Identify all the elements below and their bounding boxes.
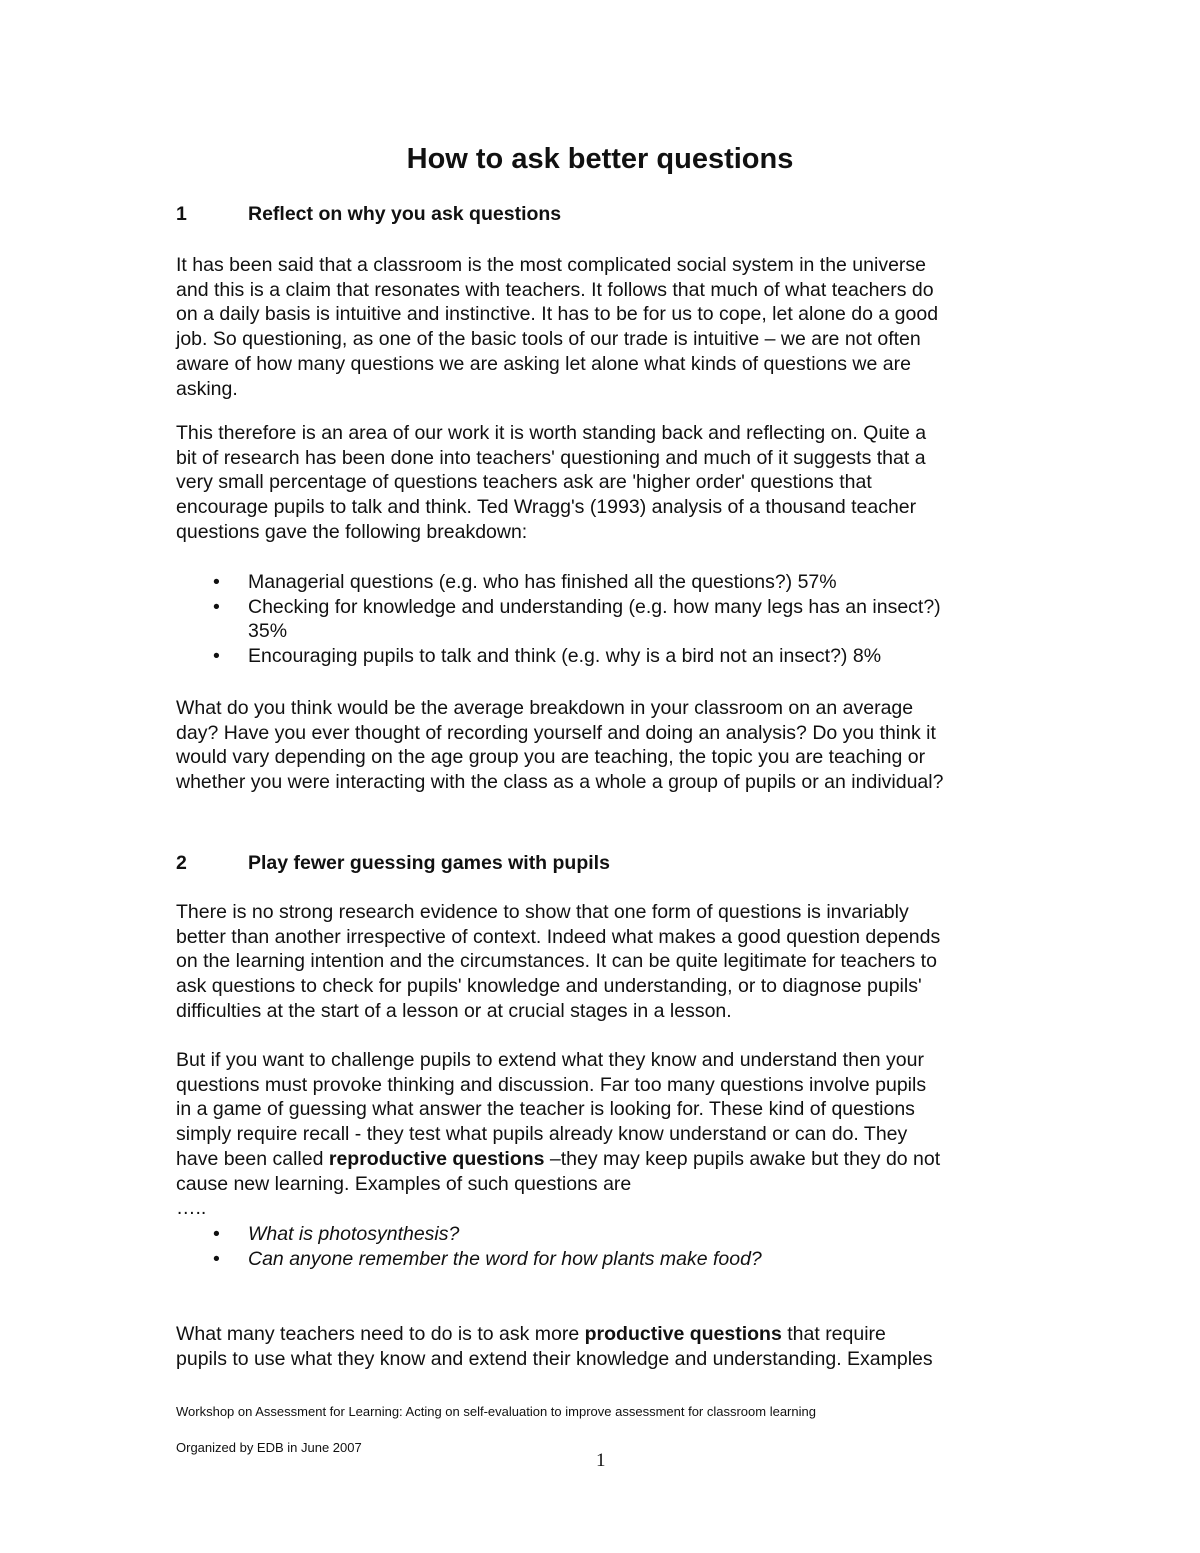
text-line: asking. [176, 377, 238, 400]
text-line: very small percentage of questions teachers ask are 'higher order' questions that [176, 471, 872, 494]
text-line: on a daily basis is intuitive and instinctive. It has to be for us to cope, let alone do a good [176, 303, 939, 326]
section-2-paragraph-1 [176, 900, 1046, 1024]
text-line: job. So questioning, as one of the basic tools of our trade is intuitive – we are not often [176, 328, 921, 351]
bullet-icon: • [213, 645, 220, 668]
footer-organizer-line: Organized by EDB in June 2007 [176, 1440, 362, 1455]
text-line: day? Have you ever thought of recording yourself and doing an analysis? Do you think it [176, 721, 936, 744]
section-1-number: 1 [176, 203, 187, 225]
section-1-title: Reflect on why you ask questions [248, 203, 562, 225]
section-2-bullet-list [176, 1222, 1056, 1271]
text-line: cause new learning. Examples of such questions are [176, 1172, 632, 1195]
list-item-text: 35% [248, 620, 288, 643]
text-run: –they may keep pupils awake but they do not [544, 1147, 941, 1170]
section-2-paragraph-3 [176, 1322, 1046, 1371]
section-2-paragraph-2 [176, 1048, 1046, 1221]
section-1-paragraph-2 [176, 421, 1046, 545]
list-item-text: Managerial questions (e.g. who has finished all the questions?) 57% [248, 571, 837, 593]
text-line: bit of research has been done into teachers' questioning and much of it suggests that a [176, 446, 926, 469]
section-1-paragraph-3 [176, 696, 1046, 795]
text-line: better than another irrespective of context. Indeed what makes a good question depends [176, 925, 941, 948]
list-item [176, 1222, 1056, 1247]
text-line: It has been said that a classroom is the most complicated social system in the universe [176, 254, 927, 276]
text-line: questions gave the following breakdown: [176, 520, 528, 543]
text-line: on the learning intention and the circumstances. It can be quite legitimate for teachers to [176, 950, 937, 973]
emphasis-reproductive-questions: reproductive questions [328, 1147, 545, 1170]
section-1-bullet-list [176, 570, 1056, 669]
text-line: questions must provoke thinking and discussion. Far too many questions involve pupils [176, 1073, 927, 1096]
section-1-heading [176, 203, 561, 226]
list-item-text: Checking for knowledge and understanding (e.g. how many legs has an insect?) [248, 595, 941, 618]
bullet-icon: • [213, 1247, 220, 1270]
section-1-paragraph-1 [176, 253, 1046, 401]
bullet-icon: • [213, 1223, 220, 1245]
text-line [176, 1322, 1046, 1347]
list-item-text: What is photosynthesis? [248, 1223, 460, 1245]
text-line: simply require recall - they test what pupils already know understand or can do. They [176, 1123, 908, 1146]
text-line: encourage pupils to talk and think. Ted Wragg's (1993) analysis of a thousand teacher [176, 496, 917, 519]
emphasis-productive-questions: productive questions [584, 1323, 782, 1345]
list-item [176, 570, 1056, 595]
section-2-title: Play fewer guessing games with pupils [248, 852, 610, 874]
list-item [176, 595, 1056, 644]
text-run: that require [781, 1323, 886, 1345]
text-line: aware of how many questions we are asking let alone what kinds of questions we are [176, 352, 911, 375]
text-line: There is no strong research evidence to show that one form of questions is invariably [176, 901, 909, 923]
text-line: and this is a claim that resonates with teachers. It follows that much of what teachers do [176, 278, 934, 301]
text-line: But if you want to challenge pupils to extend what they know and understand then your [176, 1049, 924, 1071]
list-item [176, 644, 1056, 669]
list-item-text: Encouraging pupils to talk and think (e.g. why is a bird not an insect?) 8% [248, 645, 882, 668]
text-line [176, 1147, 1046, 1172]
text-line: would vary depending on the age group you are teaching, the topic you are teaching or [176, 746, 926, 769]
section-2-heading [176, 852, 610, 875]
text-line: whether you were interacting with the class as a whole a group of pupils or an individual? [176, 771, 944, 794]
text-line: What do you think would be the average breakdown in your classroom on an average [176, 697, 914, 719]
list-item-text: Can anyone remember the word for how plants make food? [248, 1247, 762, 1270]
list-item [176, 1247, 1056, 1272]
text-line: ask questions to check for pupils' knowledge and understanding, or to diagnose pupils' [176, 975, 922, 998]
text-run: have been called [176, 1147, 329, 1170]
section-2-number: 2 [176, 852, 187, 874]
page-title: How to ask better questions [406, 143, 794, 175]
text-line: pupils to use what they know and extend their knowledge and understanding. Examples [176, 1347, 933, 1370]
footer-workshop-line: Workshop on Assessment for Learning: Acting on self-evaluation to improve assessment for classroom learning [176, 1404, 816, 1419]
text-run: What many teachers need to do is to ask more [176, 1323, 585, 1345]
text-line: difficulties at the start of a lesson or at crucial stages in a lesson. [176, 999, 732, 1022]
text-line: in a game of guessing what answer the teacher is looking for. These kind of questions [176, 1098, 915, 1121]
bullet-icon: • [213, 571, 220, 593]
bullet-icon: • [213, 595, 220, 618]
text-line: This therefore is an area of our work it is worth standing back and reflecting on. Quite a [176, 422, 927, 444]
ellipsis: ….. [176, 1197, 207, 1220]
page-number: 1 [596, 1450, 606, 1471]
